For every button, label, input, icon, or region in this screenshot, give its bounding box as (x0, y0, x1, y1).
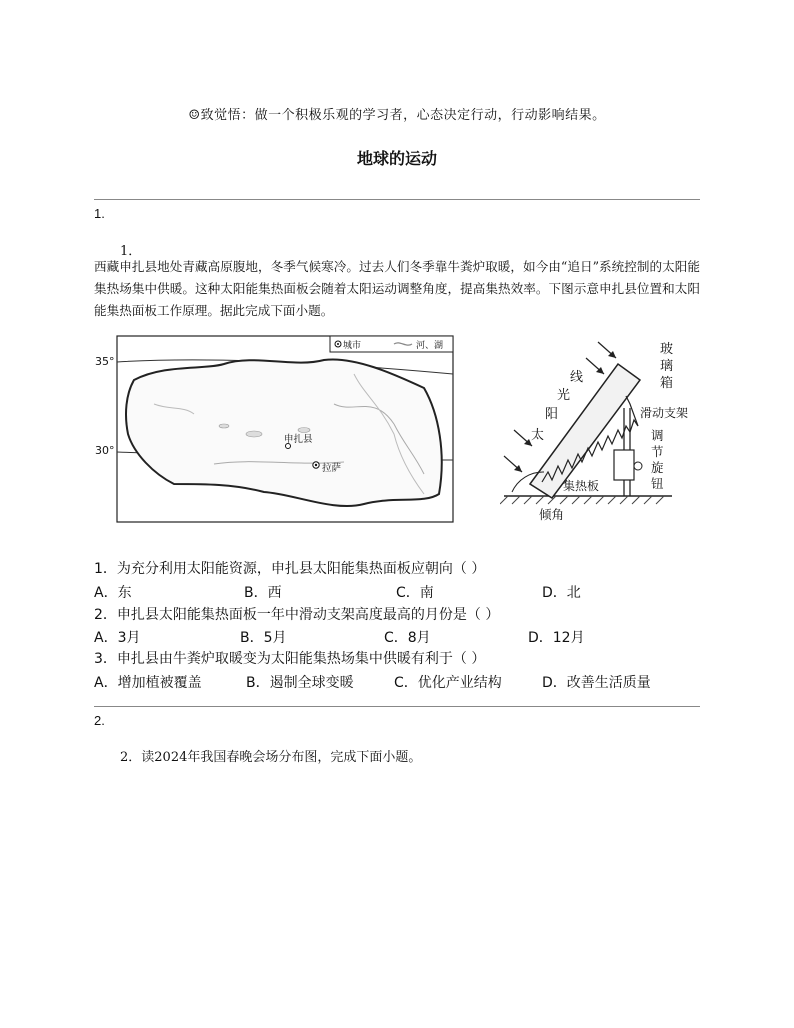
option-c[interactable]: C．南 (396, 585, 434, 601)
question-1-stem: 1．为充分利用太阳能资源，申扎县太阳能集热面板应朝向（ ） (94, 561, 486, 577)
sunlight-char-1: 太 (531, 428, 545, 443)
adjust-knob-box (614, 450, 634, 480)
sunlight-char-2: 阳 (545, 407, 559, 422)
motto-line: ☺致觉悟：做一个积极乐观的学习者，心态决定行动，行动影响结果。 (188, 108, 606, 123)
option-d[interactable]: D．12月 (528, 630, 585, 646)
collector-label: 集热板 (563, 479, 600, 493)
latitude-35-label: 35° (95, 355, 115, 368)
question-3-stem: 3．申扎县由牛粪炉取暖变为太阳能集热场集中供暖有利于（ ） (94, 651, 486, 667)
legend-river-label: 河、湖 (416, 341, 444, 351)
sub-question-number: 1． (120, 244, 142, 259)
divider (94, 706, 700, 707)
question-2-options (94, 627, 700, 647)
glass-box-label: 玻璃箱 (660, 342, 674, 391)
option-b[interactable]: B．5月 (240, 630, 287, 646)
question-2-stem: 2．申扎县太阳能集热面板一年中滑动支架高度最高的月份是（ ） (94, 607, 500, 623)
tilt-angle-label: 倾角 (539, 507, 565, 522)
option-b[interactable]: B．遏制全球变暖 (246, 675, 354, 691)
question-section-number: 2. (94, 713, 105, 728)
option-a[interactable]: A．3月 (94, 630, 141, 646)
adjust-knob-icon (634, 462, 642, 470)
question-1-options (94, 582, 700, 602)
sunlight-char-3: 光 (557, 388, 571, 403)
option-a[interactable]: A．东 (94, 585, 132, 601)
lake-1 (246, 431, 262, 437)
option-c[interactable]: C．优化产业结构 (394, 675, 502, 691)
question-3-options (94, 672, 700, 692)
legend-city-label: 城市 (343, 341, 362, 351)
divider (94, 199, 700, 200)
option-c[interactable]: C．8月 (384, 630, 431, 646)
option-d[interactable]: D．北 (542, 585, 581, 601)
option-d[interactable]: D．改善生活质量 (542, 675, 651, 691)
question-paragraph: 西藏申扎县地处青藏高原腹地，冬季气候寒冷。过去人们冬季靠牛粪炉取暖，如今由“追日”系统控制的太阳能集热场集中供暖。这种太阳能集热面板会随着太阳运动调整角度，提高集热效率。下图示意申扎县位置和太阳能集热面板工作原理。据此完成下面小题。 (94, 259, 700, 318)
option-b[interactable]: B．西 (244, 585, 282, 601)
sunlight-char-4: 线 (570, 370, 584, 385)
sliding-bracket-label: 滑动支架 (640, 406, 689, 420)
latitude-30-label: 30° (95, 444, 115, 457)
question-section-number: 1. (94, 206, 105, 221)
lake-3 (219, 424, 229, 428)
shenzha-location-map (94, 334, 456, 526)
adjust-knob-label: 调节旋钮 (651, 428, 664, 491)
page-title: 地球的运动 (356, 149, 437, 168)
lhasa-label: 拉萨 (322, 463, 342, 474)
option-a[interactable]: A．增加植被覆盖 (94, 675, 202, 691)
shenzha-label: 申扎县 (284, 434, 313, 445)
question-2-text: 2．读2024年我国春晚会场分布图，完成下面小题。 (120, 750, 422, 765)
